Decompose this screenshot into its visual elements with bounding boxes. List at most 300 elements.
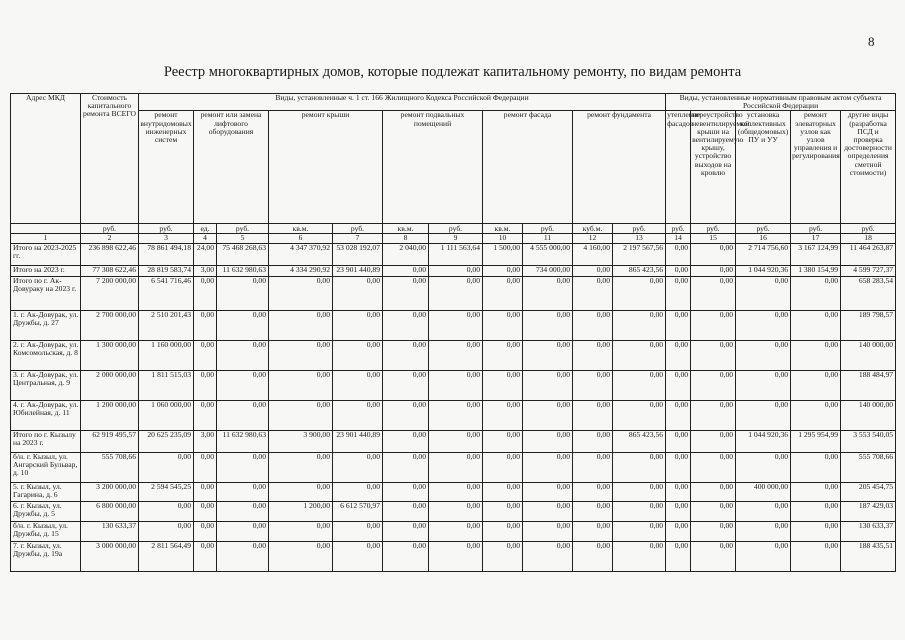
row-value: 3 167 124,99 [791, 243, 841, 265]
column-index-cell: 17 [791, 234, 841, 243]
column-index-cell: 1 [11, 234, 81, 243]
unit-cell: кв.м. [269, 224, 333, 234]
row-value: 0,00 [269, 340, 333, 370]
row-value: 6 541 716,46 [139, 276, 194, 310]
row-value: 0,00 [194, 541, 217, 571]
header-elevator: ремонт или замена лифтового оборудования [194, 111, 269, 224]
header-engineering-systems: ремонт внутридомовых инженерных систем [139, 111, 194, 224]
row-value: 0,00 [217, 400, 269, 430]
row-value: 0,00 [573, 400, 613, 430]
unit-cell: ед. [194, 224, 217, 234]
row-value: 0,00 [217, 541, 269, 571]
unit-cell: руб. [81, 224, 139, 234]
unit-cell: руб. [333, 224, 383, 234]
unit-cell: руб. [791, 224, 841, 234]
row-value: 0,00 [523, 521, 573, 541]
row-value: 0,00 [791, 482, 841, 501]
row-value: 11 632 980,63 [217, 265, 269, 276]
row-value: 0,00 [691, 501, 736, 521]
row-value: 0,00 [139, 452, 194, 482]
header-roof: ремонт крыши [269, 111, 383, 224]
row-value: 0,00 [429, 310, 483, 340]
row-value: 0,00 [613, 340, 666, 370]
row-value: 0,00 [269, 400, 333, 430]
row-value: 555 708,66 [81, 452, 139, 482]
row-value: 1 300 000,00 [81, 340, 139, 370]
row-value: 2 510 201,43 [139, 310, 194, 340]
row-value: 0,00 [333, 310, 383, 340]
row-value: 0,00 [483, 452, 523, 482]
row-value: 0,00 [194, 370, 217, 400]
row-value: 0,00 [429, 400, 483, 430]
row-value: 0,00 [483, 501, 523, 521]
row-value: 189 798,57 [841, 310, 896, 340]
row-value: 0,00 [269, 482, 333, 501]
row-value: 4 334 290,92 [269, 265, 333, 276]
row-value: 0,00 [483, 430, 523, 452]
row-value: 0,00 [333, 452, 383, 482]
table-row [11, 243, 896, 265]
row-value: 0,00 [613, 482, 666, 501]
column-index-cell: 9 [429, 234, 483, 243]
row-value: 0,00 [573, 276, 613, 310]
row-value: 0,00 [573, 521, 613, 541]
row-value: 1 111 563,64 [429, 243, 483, 265]
row-value: 0,00 [736, 541, 791, 571]
row-value: 0,00 [383, 265, 429, 276]
row-value: 0,00 [666, 400, 691, 430]
row-value: 0,00 [691, 400, 736, 430]
row-value: 0,00 [691, 482, 736, 501]
row-value: 2 700 000,00 [81, 310, 139, 340]
row-value: 0,00 [269, 370, 333, 400]
row-value: 0,00 [429, 430, 483, 452]
row-value: 0,00 [429, 265, 483, 276]
row-value: 130 633,37 [81, 521, 139, 541]
row-value: 0,00 [483, 370, 523, 400]
row-address: Итого по г. Кызылу на 2023 г. [11, 430, 81, 452]
row-value: 0,00 [217, 452, 269, 482]
row-value: 1 160 000,00 [139, 340, 194, 370]
row-value: 0,00 [736, 521, 791, 541]
row-value: 0,00 [429, 370, 483, 400]
row-value: 0,00 [573, 370, 613, 400]
header-foundation: ремонт фундамента [573, 111, 666, 224]
table-row [11, 541, 896, 571]
row-value: 11 632 980,63 [217, 430, 269, 452]
row-value: 3 900,00 [269, 430, 333, 452]
table-row [11, 501, 896, 521]
row-value: 0,00 [523, 501, 573, 521]
row-value: 0,00 [483, 265, 523, 276]
column-index-cell: 10 [483, 234, 523, 243]
row-address: 7. г. Кызыл, ул. Дружбы, д. 19а [11, 541, 81, 571]
row-value: 0,00 [217, 276, 269, 310]
row-value: 1 044 920,36 [736, 265, 791, 276]
row-value: 0,00 [691, 521, 736, 541]
row-value: 0,00 [523, 541, 573, 571]
row-address: 1. г. Ак-Довурак, ул. Дружбы, д. 27 [11, 310, 81, 340]
unit-cell: руб. [429, 224, 483, 234]
row-value: 0,00 [194, 482, 217, 501]
row-value: 0,00 [383, 501, 429, 521]
row-value: 0,00 [736, 501, 791, 521]
row-value: 658 283,54 [841, 276, 896, 310]
row-value: 0,00 [691, 340, 736, 370]
row-value: 130 633,37 [841, 521, 896, 541]
row-value: 0,00 [194, 400, 217, 430]
column-index-cell: 8 [383, 234, 429, 243]
row-value: 0,00 [791, 501, 841, 521]
row-value: 0,00 [483, 400, 523, 430]
row-value: 0,00 [217, 340, 269, 370]
column-index-cell: 14 [666, 234, 691, 243]
row-address: б/н. г. Кызыл, ул. Ангарский Бульвар, д. 10 [11, 452, 81, 482]
row-value: 0,00 [573, 265, 613, 276]
row-address: 3. г. Ак-Довурак, ул. Центральная, д. 9 [11, 370, 81, 400]
row-value: 0,00 [269, 452, 333, 482]
row-value: 236 898 622,46 [81, 243, 139, 265]
row-value: 0,00 [523, 310, 573, 340]
row-value: 0,00 [194, 310, 217, 340]
row-value: 0,00 [523, 430, 573, 452]
row-value: 0,00 [523, 340, 573, 370]
row-value: 0,00 [613, 276, 666, 310]
row-value: 0,00 [429, 501, 483, 521]
row-value: 1 060 000,00 [139, 400, 194, 430]
row-value: 62 919 495,57 [81, 430, 139, 452]
row-value: 0,00 [194, 521, 217, 541]
row-value: 205 454,75 [841, 482, 896, 501]
row-value: 0,00 [523, 276, 573, 310]
header-group-housing-code: Виды, установленные ч. 1 ст. 166 Жилищного Кодекса Российской Федерации [139, 94, 666, 111]
row-value: 78 861 494,18 [139, 243, 194, 265]
row-value: 1 200,00 [269, 501, 333, 521]
row-value: 0,00 [333, 400, 383, 430]
row-value: 0,00 [613, 501, 666, 521]
row-value: 0,00 [791, 541, 841, 571]
row-value: 0,00 [791, 400, 841, 430]
row-value: 1 811 515,03 [139, 370, 194, 400]
row-value: 3 000 000,00 [81, 541, 139, 571]
unit-cell: кв.м. [483, 224, 523, 234]
table-row [11, 340, 896, 370]
row-value: 0,00 [429, 276, 483, 310]
row-value: 0,00 [194, 452, 217, 482]
row-value: 11 464 263,87 [841, 243, 896, 265]
row-value: 0,00 [791, 452, 841, 482]
row-value: 0,00 [483, 541, 523, 571]
row-value: 0,00 [736, 340, 791, 370]
column-index-cell: 5 [217, 234, 269, 243]
row-value: 0,00 [573, 452, 613, 482]
row-value: 0,00 [691, 541, 736, 571]
unit-cell: руб. [736, 224, 791, 234]
row-value: 0,00 [573, 501, 613, 521]
column-index-cell: 18 [841, 234, 896, 243]
column-index-cell: 2 [81, 234, 139, 243]
row-value: 0,00 [333, 482, 383, 501]
row-value: 0,00 [333, 541, 383, 571]
unit-cell [11, 224, 81, 234]
row-address: Итого на 2023 г. [11, 265, 81, 276]
row-value: 0,00 [666, 276, 691, 310]
row-value: 865 423,56 [613, 265, 666, 276]
row-value: 0,00 [613, 400, 666, 430]
header-group-regional-act: Виды, установленные нормативным правовым актом субъекта Российской Федерации [666, 94, 896, 111]
row-value: 0,00 [429, 340, 483, 370]
row-value: 20 625 235,09 [139, 430, 194, 452]
row-value: 140 000,00 [841, 400, 896, 430]
row-value: 188 435,51 [841, 541, 896, 571]
row-value: 3 200 000,00 [81, 482, 139, 501]
row-value: 0,00 [791, 370, 841, 400]
row-value: 0,00 [736, 370, 791, 400]
row-value: 0,00 [736, 400, 791, 430]
row-value: 0,00 [217, 482, 269, 501]
row-value: 0,00 [691, 370, 736, 400]
row-value: 4 160,00 [573, 243, 613, 265]
row-value: 188 484,97 [841, 370, 896, 400]
row-value: 24,00 [194, 243, 217, 265]
unit-cell: руб. [613, 224, 666, 234]
row-value: 0,00 [333, 276, 383, 310]
row-value: 0,00 [691, 310, 736, 340]
row-value: 0,00 [429, 452, 483, 482]
unit-cell: руб. [666, 224, 691, 234]
row-value: 0,00 [691, 276, 736, 310]
row-value: 1 380 154,99 [791, 265, 841, 276]
row-value: 0,00 [383, 370, 429, 400]
row-value: 0,00 [333, 340, 383, 370]
header-total-cost: Стоимость капитального ремонта ВСЕГО [81, 94, 139, 224]
row-value: 0,00 [383, 521, 429, 541]
row-value: 0,00 [383, 310, 429, 340]
row-value: 0,00 [269, 541, 333, 571]
header-other: другие виды (разработка ПСД и проверка достоверности определения сметной стоимости) [841, 111, 896, 224]
row-value: 0,00 [666, 370, 691, 400]
table-row [11, 482, 896, 501]
row-value: 0,00 [217, 501, 269, 521]
row-value: 0,00 [691, 243, 736, 265]
row-value: 0,00 [139, 521, 194, 541]
row-value: 75 468 268,63 [217, 243, 269, 265]
row-value: 865 423,56 [613, 430, 666, 452]
row-value: 0,00 [791, 276, 841, 310]
row-value: 0,00 [666, 482, 691, 501]
row-value: 6 612 570,97 [333, 501, 383, 521]
row-value: 1 044 920,36 [736, 430, 791, 452]
row-value: 0,00 [573, 430, 613, 452]
table-row [11, 430, 896, 452]
row-value: 28 819 583,74 [139, 265, 194, 276]
row-value: 0,00 [613, 521, 666, 541]
row-value: 0,00 [666, 310, 691, 340]
row-value: 0,00 [736, 452, 791, 482]
row-value: 0,00 [613, 452, 666, 482]
header-meters: установка коллективных (общедомовых) ПУ и УУ [736, 111, 791, 224]
document-title: Реестр многоквартирных домов, которые подлежат капитальному ремонту, по видам ремонта [163, 64, 742, 80]
row-address: 2. г. Ак-Довурак, ул. Комсомольская, д. 8 [11, 340, 81, 370]
row-value: 0,00 [666, 501, 691, 521]
column-index-cell: 16 [736, 234, 791, 243]
row-value: 0,00 [666, 340, 691, 370]
row-value: 2 594 545,25 [139, 482, 194, 501]
row-value: 0,00 [269, 310, 333, 340]
row-value: 23 901 440,89 [333, 430, 383, 452]
column-index-cell: 7 [333, 234, 383, 243]
row-value: 0,00 [333, 521, 383, 541]
column-index-cell: 15 [691, 234, 736, 243]
row-value: 0,00 [613, 310, 666, 340]
column-index-row [11, 234, 896, 243]
row-value: 0,00 [483, 276, 523, 310]
table-row [11, 370, 896, 400]
row-address: 5. г. Кызыл, ул. Гагарина, д. 6 [11, 482, 81, 501]
row-value: 53 028 192,07 [333, 243, 383, 265]
row-value: 0,00 [483, 482, 523, 501]
row-value: 0,00 [573, 482, 613, 501]
header-basement: ремонт подвальных помещений [383, 111, 483, 224]
row-value: 0,00 [383, 482, 429, 501]
row-value: 2 811 564,49 [139, 541, 194, 571]
row-value: 0,00 [383, 452, 429, 482]
row-value: 0,00 [666, 430, 691, 452]
row-value: 4 599 727,37 [841, 265, 896, 276]
row-address: Итого по г. Ак-Довураку на 2023 г. [11, 276, 81, 310]
row-value: 0,00 [217, 370, 269, 400]
unit-cell: руб. [841, 224, 896, 234]
row-value: 555 708,66 [841, 452, 896, 482]
row-value: 3,00 [194, 265, 217, 276]
unit-cell: руб. [139, 224, 194, 234]
row-address: б/н. г. Кызыл, ул. Дружбы, д. 15 [11, 521, 81, 541]
row-value: 23 901 440,89 [333, 265, 383, 276]
row-value: 0,00 [573, 340, 613, 370]
header-address: Адрес МКД [11, 94, 81, 224]
column-index-cell: 13 [613, 234, 666, 243]
row-value: 0,00 [613, 370, 666, 400]
row-value: 0,00 [736, 276, 791, 310]
row-value: 3 553 540,05 [841, 430, 896, 452]
row-value: 0,00 [523, 452, 573, 482]
row-value: 734 000,00 [523, 265, 573, 276]
row-value: 0,00 [523, 482, 573, 501]
row-value: 140 000,00 [841, 340, 896, 370]
row-value: 187 429,03 [841, 501, 896, 521]
row-value: 0,00 [217, 310, 269, 340]
column-index-cell: 12 [573, 234, 613, 243]
row-value: 0,00 [691, 452, 736, 482]
row-value: 2 197 567,56 [613, 243, 666, 265]
row-value: 0,00 [383, 400, 429, 430]
row-address: Итого на 2023-2025 гг. [11, 243, 81, 265]
row-value: 2 000 000,00 [81, 370, 139, 400]
row-value: 0,00 [269, 276, 333, 310]
column-index-cell: 3 [139, 234, 194, 243]
row-value: 0,00 [217, 521, 269, 541]
row-address: 6. г. Кызыл, ул. Дружбы, д. 5 [11, 501, 81, 521]
row-value: 400 000,00 [736, 482, 791, 501]
row-value: 0,00 [573, 310, 613, 340]
row-value: 0,00 [691, 265, 736, 276]
row-value: 1 200 000,00 [81, 400, 139, 430]
row-value: 1 500,00 [483, 243, 523, 265]
row-value: 0,00 [383, 276, 429, 310]
row-value: 6 800 000,00 [81, 501, 139, 521]
row-value: 0,00 [333, 370, 383, 400]
row-value: 0,00 [429, 541, 483, 571]
row-value: 0,00 [483, 310, 523, 340]
unit-cell: руб. [691, 224, 736, 234]
row-value: 4 347 370,92 [269, 243, 333, 265]
row-value: 0,00 [483, 340, 523, 370]
page-number: 8 [868, 34, 875, 49]
row-value: 0,00 [666, 265, 691, 276]
row-value: 3,00 [194, 430, 217, 452]
table-row [11, 276, 896, 310]
row-value: 0,00 [194, 501, 217, 521]
header-elevator-nodes: ремонт элеваторных узлов как узлов управления и регулирования [791, 111, 841, 224]
row-value: 0,00 [666, 521, 691, 541]
row-value: 2 714 756,60 [736, 243, 791, 265]
row-value: 0,00 [666, 243, 691, 265]
row-value: 0,00 [791, 521, 841, 541]
units-row [11, 224, 896, 234]
row-value: 0,00 [483, 521, 523, 541]
unit-cell: кв.м. [383, 224, 429, 234]
header-facade: ремонт фасада [483, 111, 573, 224]
row-value: 0,00 [383, 430, 429, 452]
column-index-cell: 6 [269, 234, 333, 243]
header-facade-insulation: утепление фасадов [666, 111, 691, 224]
table-row [11, 310, 896, 340]
row-value: 0,00 [791, 340, 841, 370]
row-value: 0,00 [383, 541, 429, 571]
row-value: 0,00 [429, 482, 483, 501]
row-address: 4. г. Ак-Довурак, ул. Юбилейная, д. 11 [11, 400, 81, 430]
row-value: 0,00 [523, 400, 573, 430]
row-value: 0,00 [194, 340, 217, 370]
table-row [11, 265, 896, 276]
unit-cell: руб. [523, 224, 573, 234]
row-value: 0,00 [523, 370, 573, 400]
row-value: 1 295 954,99 [791, 430, 841, 452]
row-value: 0,00 [139, 501, 194, 521]
registry-table [10, 93, 896, 572]
header-roof-conversion: переустройство невентилируемой крыши на вентилируемую крышу, устройство выходов на кровлю [691, 111, 736, 224]
unit-cell: руб. [217, 224, 269, 234]
column-index-cell: 4 [194, 234, 217, 243]
row-value: 0,00 [691, 430, 736, 452]
row-value: 2 040,00 [383, 243, 429, 265]
row-value: 4 555 000,00 [523, 243, 573, 265]
table-row [11, 452, 896, 482]
row-value: 0,00 [791, 310, 841, 340]
row-value: 0,00 [429, 521, 483, 541]
row-value: 0,00 [736, 310, 791, 340]
row-value: 0,00 [269, 521, 333, 541]
row-value: 7 200 000,00 [81, 276, 139, 310]
column-index-cell: 11 [523, 234, 573, 243]
row-value: 0,00 [194, 276, 217, 310]
table-row [11, 400, 896, 430]
table-row [11, 521, 896, 541]
row-value: 0,00 [383, 340, 429, 370]
row-value: 77 308 622,46 [81, 265, 139, 276]
unit-cell: куб.м. [573, 224, 613, 234]
row-value: 0,00 [573, 541, 613, 571]
